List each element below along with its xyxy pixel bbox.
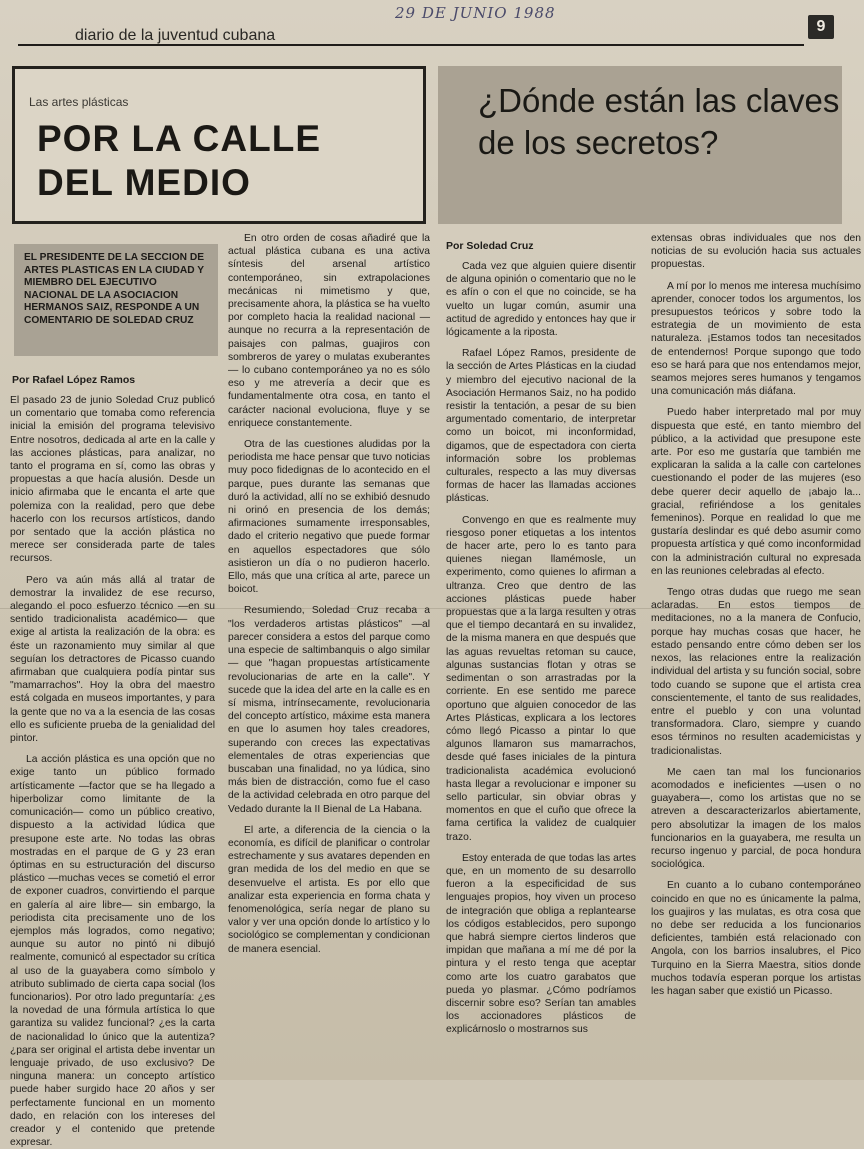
left-headline-box — [12, 66, 426, 224]
left-column-2 — [228, 232, 430, 1074]
paragraph: Rafael López Ramos, presidente de la sección de Artes Plásticas en la ciudad y miembro del ejecutivo nacional de la Asociación Hermanos Saiz, no ha podido resistir la tentación, a pesar de su bien argumentado comentario, de interpretar como un boicot, mi inconformidad, digamos, que de espectadora con cierta información sobre los problemas culturales, respecto a las muy diversas formas de hacer las llamadas acciones plásticas. — [446, 348, 636, 505]
paragraph: Resumiendo, Soledad Cruz recaba a "los verdaderos artistas plásticos" —al parecer considera a estos del parque como una especie de saltimbanquis o algo similar— que "hagan propuestas artísticamente revolucionarias de arte en la calle". Y sucede que la idea del arte en la calle es en sí misma, intrínsecamente, revolucionaria del concepto artístico, máxime esta manera en que lo asumen hoy tales creadores, superando con creces las expectativas elementales de otras experiencias que buscaban una finalidad, no ya lúdica, sino más bien de distracción, como fue el caso de la actividad celebrada en otro parque del Vedado durante la II Bienal de La Habana. — [228, 605, 430, 815]
left-headline-line2: DEL MEDIO — [37, 162, 251, 203]
left-byline: Por Rafael López Ramos — [12, 374, 136, 386]
paragraph: El arte, a diferencia de la ciencia o la economía, es difícil de planificar o controlar estrechamente y sus avatares dependen en gran medida de los del medio en que se desenvuelve el artista. Es por ello que analizar esta experiencia en forma chata y fenomenológica, sería negar de plano su valor y ver una opción donde lo artístico y lo sociológico se complementan y condicionan de manera esencial. — [228, 824, 430, 955]
handwritten-date: 29 DE JUNIO 1988 — [395, 4, 556, 22]
paragraph: El pasado 23 de junio Soledad Cruz publicó un comentario que tomaba como referencia inicial la emisión del programa televisivo Entre nosotros, dedicada al arte en la calle y las acciones plásticas, para analizar, no tanto el programa en sí, como las obras y propuestas a que hacía alusión. Desde un inicio afirmaba que le encanta el arte que polemiza con la realidad, pero que debe hacerlo con los recursos artísticos, dando por sentado que la acción plástica no merece ser considerada parte de tales recursos. — [10, 395, 215, 565]
paragraph: Me caen tan mal los funcionarios acomodados e ineficientes —usen o no guayabera—, como los artistas que no se atreven a descaracterizarlos abiertamente, pero absolutizar la imagen de los malos funcionarios en la guayabera, me resulta un recurso ingenuo y parcial, de poca hondura sociológica. — [651, 766, 861, 871]
right-byline: Por Soledad Cruz — [446, 240, 534, 252]
right-column-2 — [651, 232, 861, 1074]
paragraph: En cuanto a lo cubano contemporáneo coincido en que no es únicamente la palma, los guajiros y las mulatas, es otra cosa que no debe ser reducida a los funcionarios deficientes, también está relacionado con Angola, con los barrios insalubres, el Pico Turquino en la Sierra Maestra, sitios donde muchos todavía esperan porque los artistas les hagan saber que existió un Picasso. — [651, 880, 861, 997]
paragraph: En otro orden de cosas añadiré que la actual plástica cubana es una activa síntesis del arsenal artístico contemporáneo, sin extrapolaciones mecánicas ni mimetismo y que, precisamente ahora, la plástica se ha vuelto por completo hacia la realidad nacional —aunque no recurra a la representación de paisajes con palmas, guajiros con sombreros de yarey o mulatas exuberantes— lo cubano contemporáneo ya no es sólo eso y me atrevería a decir que es fundamentalmente otra cosa, en tanto el carácter nacional evoluciona, fluye y se enriquece constantemente. — [228, 233, 430, 429]
right-column-1 — [446, 260, 636, 1074]
header-rule — [18, 44, 804, 46]
right-headline-box — [438, 66, 842, 224]
paragraph: Convengo en que es realmente muy riesgoso poner etiquetas a los intentos de hacer arte, pero lo es tanto para quienes niegan llamémosle, un experimento, como quienes lo afirman a ultranza. Creo que dentro de las acciones plásticas puede haber propuestas que a la larga resulten y otras que el tiempo decantará en su invalidez, de la misma manera en que después que las aguas revueltas retoman su cauce, algunas sustancias flotan y otras se sedimentan o son arrastradas por la corriente. En ese sentido me parece oportuno que alguien conocedor de las Artes Plásticas, explicara a los lectores cómo llegó Picasso a pintar lo que algunos llamaron sus mamarrachos, desde qué fases iniciales de la pintura tradicionalista académica evolucionó hasta llegar a revolucionar e imponer su sello particular, sin obviar obras y momentos en que el cuño que ofrece la fama certifica la validez de cualquier trazo. — [446, 514, 636, 843]
fold-crease — [0, 608, 864, 609]
paragraph: La acción plástica es una opción que no exige tanto un público formado artísticamente —factor que se ha llegado a hiperbolizar como limitante de la comunicación— como un público creativo, dispuesto a la actividad lúdica que presupone este arte. No todas las obras mostradas en el parque de G y 23 eran óptimas en su estructuración del discurso plástico —muchas veces se cometió el error de exponer cuadros, convirtiendo el parque en galería al aire libre— sin embargo, la periodista cita precisamente uno de los ejemplos más logrados, como negativo; aunque su autor no pintó ni dibujó realmente, comunicó al espectador su crítica al uso de la guayabera como símbolo y atributo sublimado de cierta capa social (los funcionarios). Por otro lado preguntaría: ¿es la novedad de una fórmula artística lo que garantiza su validez funcional? ¿es la carta de nacionalidad lo único que la autentiza? ¿para ser original el artista debe inventar un lenguaje privado, de uso exclusivo? De ninguna manera: un concepto artístico puede haber surgido hace 20 años y ser perfectamente funcional en un momento dado, en relación con los intereses del creador y el contenido que pretende expresar. — [10, 754, 215, 1149]
left-headline-line1: POR LA CALLE — [37, 118, 322, 159]
masthead: diario de la juventud cubana — [75, 27, 276, 44]
paragraph: A mí por lo menos me interesa muchísimo aprender, conocer todos los argumentos, los presupuestos teóricos y sobre todo la estrategia de un movimiento de esta naturaleza. ¡Estamos todos tan necesitados de entendernos! Porque supongo que todo eso se hará para que nos entendamos mejor, seamos mejores seres humanos y tengamos una comunicación más diáfana. — [651, 280, 861, 398]
page-number: 9 — [808, 15, 834, 39]
paragraph: extensas obras individuales que nos den noticias de su evolución hacia sus actuales propuestas. — [651, 233, 861, 271]
left-summary: EL PRESIDENTE DE LA SECCION DE ARTES PLASTICAS EN LA CIUDAD Y MIEMBRO DEL EJECUTIVO NACIONAL DE LA ASOCIACION HERMANOS SAIZ, RESPONDE A UN COMENTARIO DE SOLEDAD CRUZ — [14, 244, 218, 356]
right-headline: ¿Dónde están las claves de los secretos? — [478, 82, 840, 161]
left-kicker: Las artes plásticas — [29, 95, 129, 109]
left-headline — [37, 117, 321, 205]
paragraph: Pero va aún más allá al tratar de demostrar la invalidez de ese recurso, alegando el poco esfuerzo técnico —en su sentido tradicionalista académico— que exige al artista la realización de la obra: es éste un razonamiento muy similar al que seguían los detractores de Picasso cuando afirmaban que cualquiera podía pintar sus "mamarrachos". Hoy la obra del maestro está colgada en museos importantes, y para la gente que no va a la esencia de las cosas ello es suficiente prueba de la genialidad del pintor. — [10, 574, 215, 745]
paragraph: Cada vez que alguien quiere disentir de alguna opinión o comentario que no le es afín o con el que no coincide, se ha vuelto un lugar común, asumir una actitud de agredido y entonces hay que ir lógicamente a la riposta. — [446, 261, 636, 339]
paragraph: Estoy enterada de que todas las artes que, en un momento de su desarrollo fueron a la especificidad de sus lenguajes propios, hoy viven un proceso de integración que obliga a replantearse los códigos establecidos, pero supongo que habrá siempre ciertos linderos que impidan que mañana a mí me dé por la pintura y el resto tenga que aceptar como arte los cuatro garabatos que pueda yo plasmar. ¿Cómo podríamos discernir sobre eso? Serían tan amables los accionadores plásticos de explicárnoslo o mostrarnos sus — [446, 852, 636, 1036]
paragraph: Otra de las cuestiones aludidas por la periodista me hace pensar que tuvo noticias muy poco fidedignas de lo acontecido en el parque, pues durante las semanas que duró la actividad, allí no se exhibió desnudo ni orinó en presencia de los demás; afirmaciones sumamente irresponsables, dado el criterio negativo que puede formar en aquellos espectadores que sólo asistieron un día o no pudieron hacerlo. Ello, más que una crítica al arte, parece un boicot. — [228, 439, 430, 596]
left-column-1 — [10, 394, 215, 1149]
paragraph: Tengo otras dudas que ruego me sean aclaradas. En estos tiempos de meditaciones, no a la manera de Confucio, porque hay muchas cosas que hacer, he estado pensando entre cómo deben ser los nexos, las relaciones entre la realización individual del artista y su función social, sobre todo cuando se supone que el artista crea conscientemente, el tanto de sus realidades, entre el pueblo y con una voluntad transformadora. Claro, siempre y cuando esos términos no resulten academicistas y tradicionalistas. — [651, 587, 861, 757]
paragraph: Puedo haber interpretado mal por muy dispuesta que esté, en tanto miembro del público, a la actividad que presupone este arte. Por eso me gustaría que también me explicaran la salida a la calle con cartelones cuestionando el poder de las mujeres (eso debe querer decir aquello de ¡abajo la... gracial, refiriéndose a los genitales femeninos). Porque en realidad lo que me gustaría deslindar es qué debo asumir como propuesta artística y qué como inconformidad con la administración cultural no expresada en las reuniones celebradas al efecto. — [651, 407, 861, 577]
